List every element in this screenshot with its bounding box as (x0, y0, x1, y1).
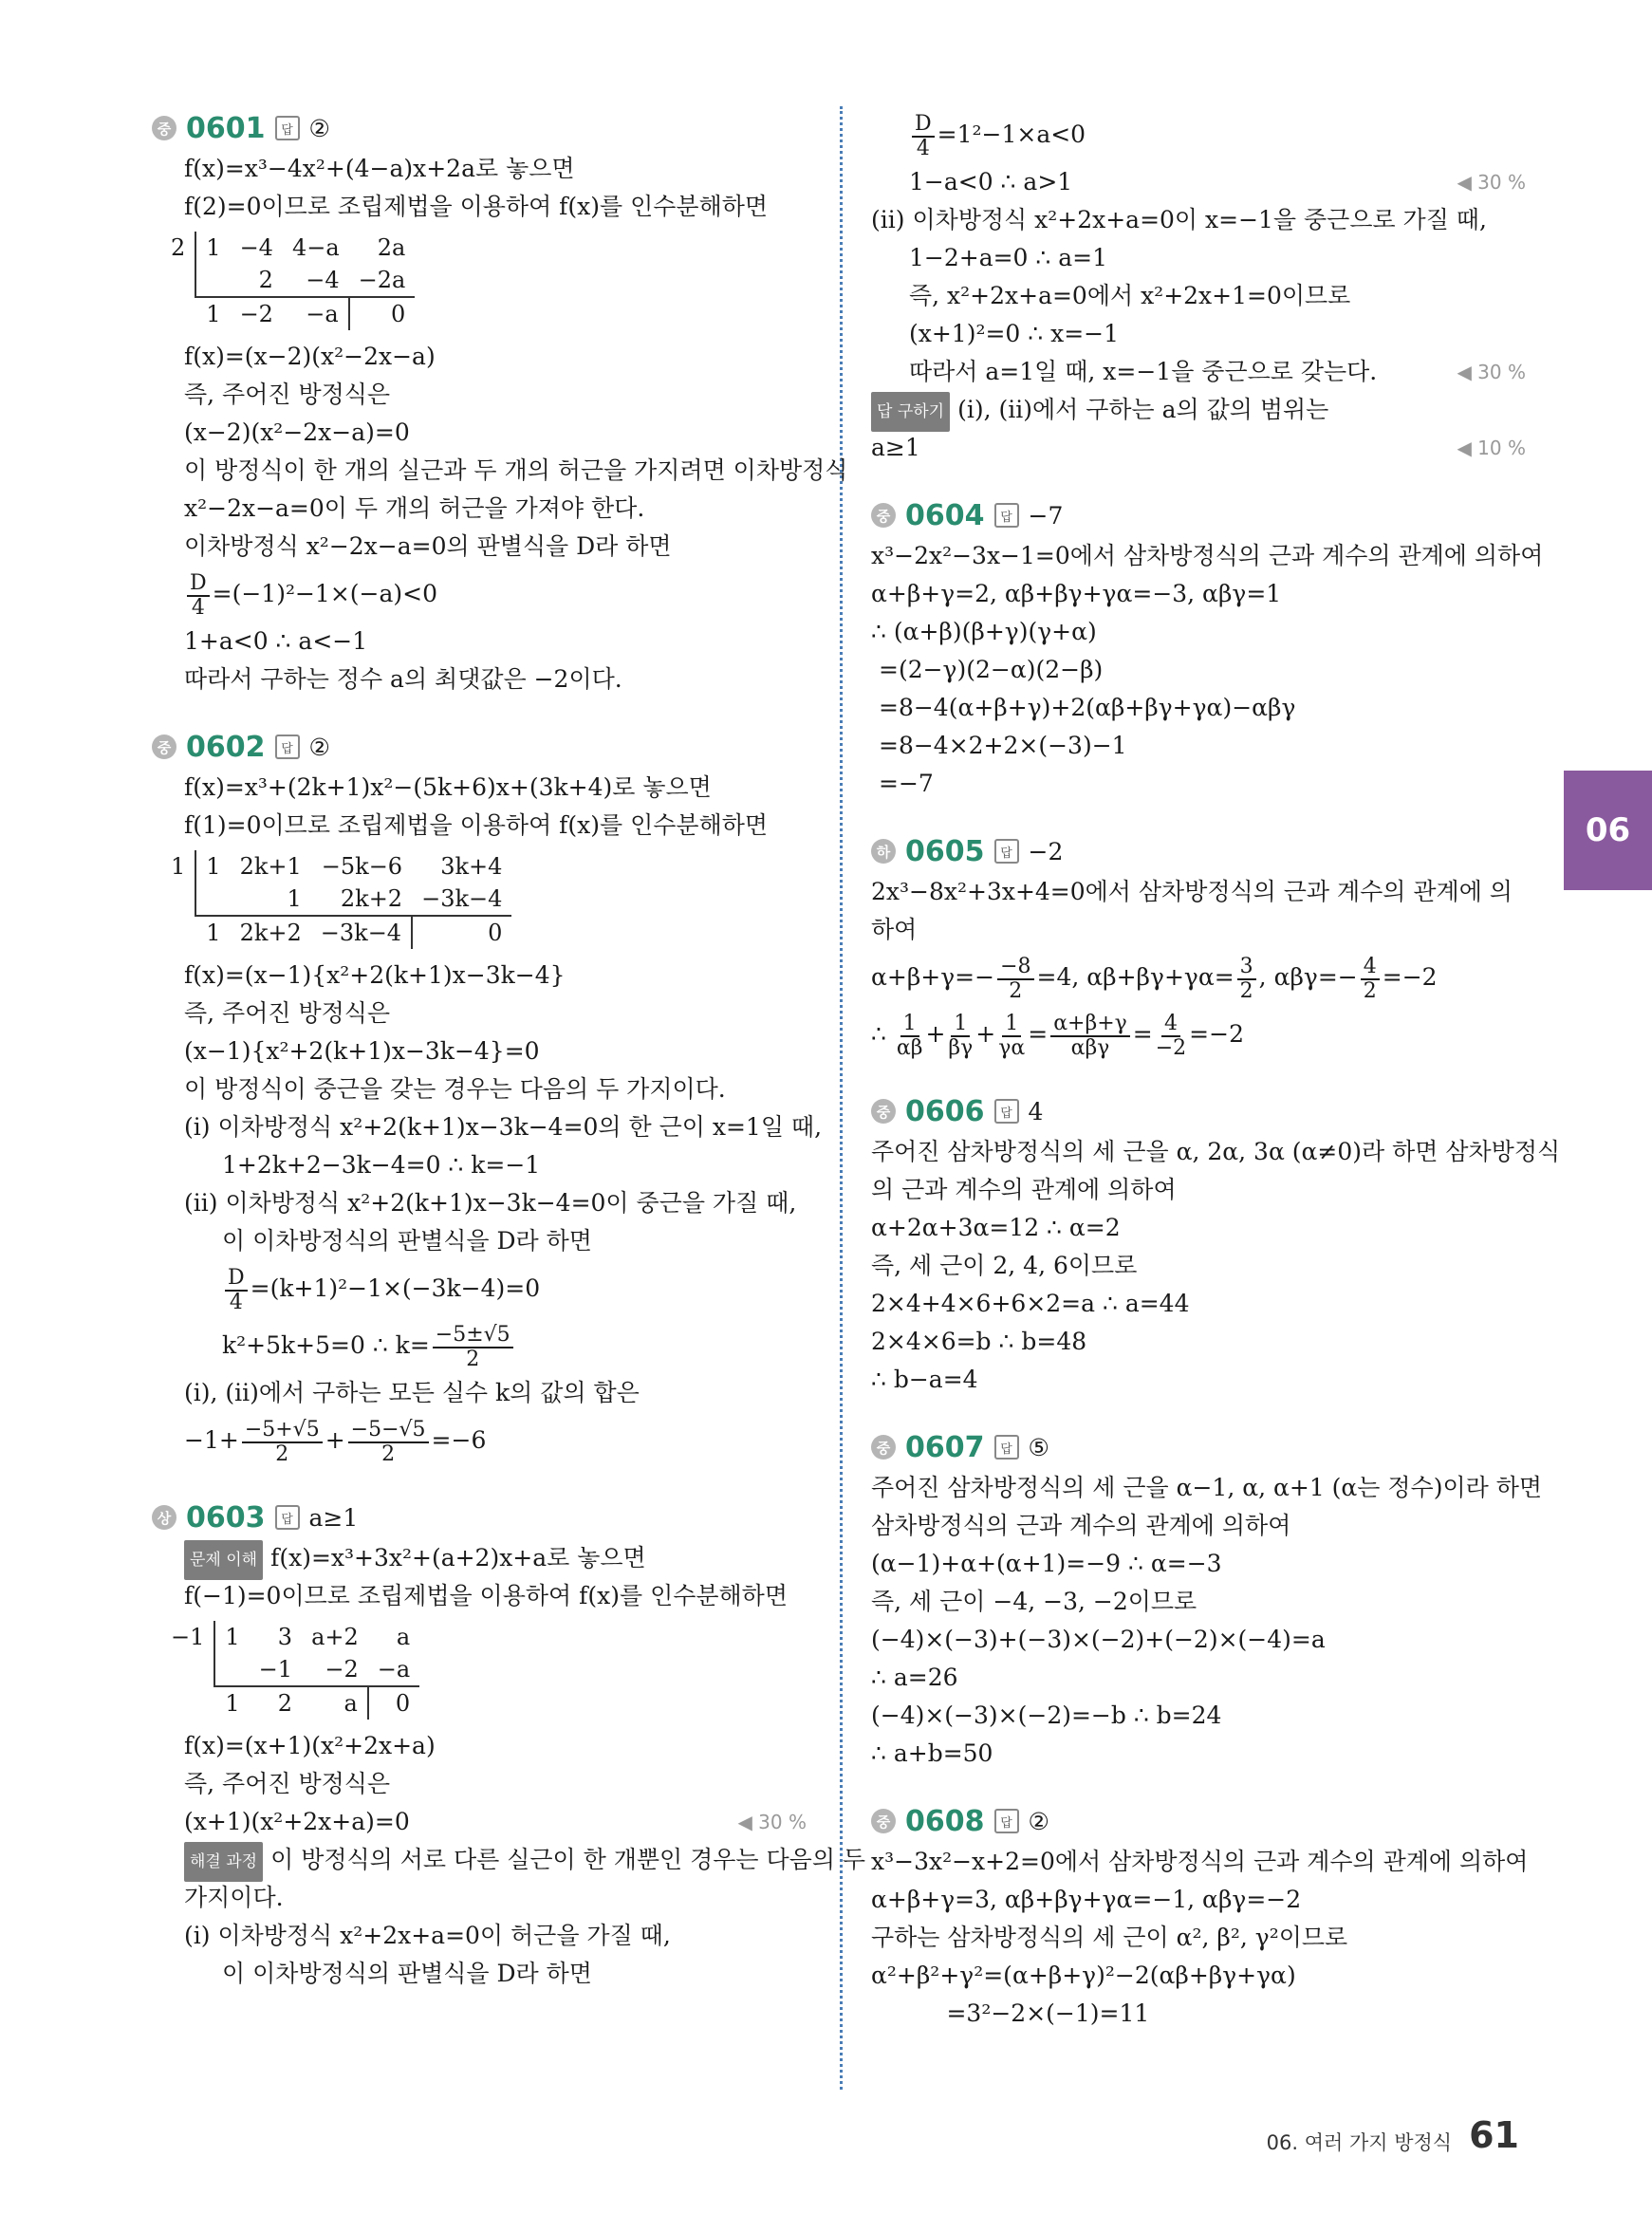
text-line: α+2α+3α=12 ∴ α=2 (871, 1214, 1121, 1241)
fraction-line (871, 949, 1526, 1006)
frac-num: −5+√5 (242, 1419, 323, 1443)
frac-post: =−2 (1189, 1020, 1244, 1048)
frac-den: 2 (381, 1441, 396, 1466)
problem-header (871, 1089, 1526, 1133)
text-line: 삼차방정식의 근과 계수의 관계에 의하여 (871, 1512, 1291, 1539)
frac-num: 3 (1237, 956, 1256, 980)
text-line: =8−4(α+β+γ)+2(αβ+βγ+γα)−αβγ (879, 694, 1296, 721)
text-line: f(1)=0이므로 조립제법을 이용하여 f(x)를 인수분해하면 (184, 811, 769, 839)
synthetic-division (161, 232, 415, 330)
frac-num: 4 (1161, 1013, 1180, 1037)
syn-cell: −3k−4 (311, 916, 412, 949)
text-line: ∴ b−a=4 (871, 1366, 978, 1393)
text-line: x³−2x²−3x−1=0에서 삼차방정식의 근과 계수의 관계에 의하여 (871, 542, 1544, 569)
problem-0605 (871, 829, 1526, 1063)
text-line: x³−3x²−x+2=0에서 삼차방정식의 근과 계수의 관계에 의하여 (871, 1848, 1529, 1875)
fraction-line (152, 1412, 807, 1469)
text-line: =8−4×2+2×(−3)−1 (879, 732, 1127, 759)
text-line: 즉, 주어진 방정식은 (184, 1770, 391, 1797)
text-line: =(2−γ)(2−α)(2−β) (879, 656, 1104, 683)
syn-cell: −a (283, 297, 349, 330)
syn-root: 1 (161, 850, 195, 883)
answer-value: ② (1028, 1807, 1049, 1835)
answer-icon: 답 (275, 1505, 300, 1530)
synthetic-division (161, 1621, 419, 1720)
difficulty-badge: 중 (871, 1809, 896, 1833)
frac-mid: =4, αβ+βγ+γα= (1036, 963, 1234, 991)
syn-cell: 1 (214, 1686, 249, 1720)
frac-rest: =1²−1×a<0 (937, 121, 1086, 148)
text-line: 구하는 삼차방정식의 세 근이 α², β², γ²이므로 (871, 1924, 1348, 1951)
answer-value: a≥1 (308, 1503, 359, 1532)
problem-number: 0601 (186, 111, 266, 145)
frac-post: =−2 (1382, 963, 1438, 991)
frac-rest: =(−1)²−1×(−a)<0 (212, 580, 437, 607)
text-line: f(−1)=0이므로 조립제법을 이용하여 f(x)를 인수분해하면 (184, 1582, 788, 1609)
text-span: (x+1)(x²+2x+a)=0 (184, 1808, 410, 1835)
synthetic-division (161, 850, 511, 949)
frac-den: 2 (1239, 978, 1253, 1003)
problem-0604 (871, 493, 1544, 803)
syn-cell: −4 (239, 234, 273, 261)
syn-cell: 4−a (291, 234, 340, 261)
answer-icon: 답 (994, 503, 1019, 528)
answer-value: 4 (1028, 1097, 1044, 1125)
text-line: 이 이차방정식의 판별식을 D라 하면 (222, 1960, 592, 1987)
frac-num: −5−√5 (348, 1419, 429, 1443)
difficulty-badge: 중 (152, 735, 176, 759)
text-line: =−7 (879, 770, 934, 797)
answer-value: ② (308, 733, 330, 761)
problem-header (871, 1425, 1526, 1469)
text-line (871, 353, 1526, 391)
syn-cell: 1 (225, 1624, 240, 1650)
problem-number: 0604 (905, 498, 985, 532)
score-percent: ◀ 30 % (737, 1811, 807, 1833)
text-line: ∴ a=26 (871, 1664, 958, 1691)
text-line: 이 방정식이 중근을 갖는 경우는 다음의 두 가지이다. (184, 1075, 726, 1103)
text-line: (ⅰ), (ⅱ)에서 구하는 모든 실수 k의 값의 합은 (184, 1379, 640, 1406)
frac-den: αβ (896, 1035, 923, 1060)
text-line (871, 429, 1526, 467)
text-line: 즉, x²+2x+a=0에서 x²+2x+1=0이므로 (909, 282, 1351, 309)
syn-cell: −3k−4 (421, 885, 503, 912)
syn-cell: −a (377, 1656, 411, 1683)
text-line: 즉, 세 근이 −4, −3, −2이므로 (871, 1588, 1197, 1615)
text-line: ∴ (α+β)(β+γ)(γ+α) (871, 618, 1097, 645)
step-tag: 해결 과정 (184, 1842, 263, 1882)
text-line: α²+β²+γ²=(α+β+γ)²−2(αβ+βγ+γα) (871, 1962, 1296, 1989)
answer-icon: 답 (275, 735, 300, 759)
frac-pre: α+β+γ=− (871, 963, 995, 991)
problem-header (871, 493, 1526, 537)
syn-remainder: 0 (368, 1686, 419, 1720)
text-line: (α−1)+α+(α+1)=−9 ∴ α=−3 (871, 1550, 1222, 1577)
syn-cell: a+2 (311, 1624, 359, 1650)
syn-cell: 1 (206, 853, 221, 880)
frac-num: 1 (1002, 1013, 1021, 1037)
text-line: α+β+γ=3, αβ+βγ+γα=−1, αβγ=−2 (871, 1886, 1302, 1913)
syn-cell: 2k+1 (239, 853, 302, 880)
frac-num: D (187, 572, 210, 597)
syn-cell: −1 (258, 1656, 293, 1683)
problem-0608 (871, 1799, 1529, 2033)
difficulty-badge: 중 (871, 503, 896, 528)
syn-cell: a (302, 1686, 368, 1720)
text-line: f(x)=x³−4x²+(4−a)x+2a로 놓으면 (184, 155, 575, 182)
text-line: 이 이차방정식의 판별식을 D라 하면 (222, 1227, 592, 1255)
text-line: ∴ a+b=50 (871, 1739, 993, 1767)
text-line: 가지이다. (184, 1884, 284, 1911)
problem-number: 0608 (905, 1804, 985, 1838)
frac-den: 2 (1363, 978, 1377, 1003)
problem-0603 (152, 1496, 866, 1993)
text-span: (ⅰ), (ⅱ)에서 구하는 a의 값의 범위는 (957, 396, 1329, 423)
syn-cell: −2 (231, 297, 283, 330)
answer-value: ② (308, 114, 330, 142)
frac-num: D (225, 1267, 248, 1292)
frac-rest: =(k+1)²−1×(−3k−4)=0 (250, 1274, 541, 1302)
text-line: f(x)=(x−1){x²+2(k+1)x−3k−4} (184, 961, 566, 989)
problem-number: 0603 (186, 1500, 266, 1534)
answer-value: −7 (1028, 501, 1064, 530)
frac-den: 2 (466, 1347, 480, 1371)
syn-remainder: 0 (349, 297, 416, 330)
text-span: a≥1 (871, 434, 920, 461)
text-line: 1+2k+2−3k−4=0 ∴ k=−1 (222, 1151, 541, 1179)
frac-num: 1 (900, 1013, 919, 1037)
text-line: f(x)=x³+(2k+1)x²−(5k+6)x+(3k+4)로 놓으면 (184, 773, 712, 801)
text-line: 의 근과 계수의 관계에 의하여 (871, 1176, 1177, 1203)
text-line (871, 163, 1526, 201)
syn-cell: −5k−6 (321, 853, 403, 880)
text-line: (−4)×(−3)+(−3)×(−2)+(−2)×(−4)=a (871, 1626, 1326, 1653)
frac-den: 4 (916, 136, 930, 160)
text-line: 1+a<0 ∴ a<−1 (184, 627, 368, 655)
syn-cell: 3 (277, 1624, 293, 1650)
difficulty-badge: 하 (871, 839, 896, 864)
answer-value: ⑤ (1028, 1433, 1049, 1461)
frac-num: −5±√5 (433, 1324, 513, 1348)
score-percent: ◀ 30 % (1457, 361, 1526, 383)
text-line: 이 방정식이 한 개의 실근과 두 개의 허근을 가지려면 이차방정식 (184, 456, 848, 484)
syn-cell (195, 883, 230, 916)
chapter-title: 06. 여러 가지 방정식 (1266, 2131, 1453, 2154)
frac-mid: , αβγ=− (1258, 963, 1358, 991)
frac-den: 2 (1009, 978, 1023, 1003)
page-footer (1267, 2114, 1519, 2156)
problem-0602 (152, 725, 823, 1469)
syn-cell: 1 (195, 916, 230, 949)
difficulty-badge: 중 (871, 1435, 896, 1460)
text-line: (ⅰ) 이차방정식 x²+2x+a=0이 허근을 가질 때, (184, 1922, 671, 1949)
syn-cell: −4 (306, 267, 340, 293)
fraction-line (871, 106, 1526, 163)
text-span: 이 방정식의 서로 다른 실근이 한 개뿐인 경우는 다음의 두 (270, 1846, 866, 1873)
frac-pre: k²+5k+5=0 ∴ k= (222, 1331, 430, 1359)
frac-den: αβγ (1070, 1035, 1110, 1060)
syn-remainder: 0 (412, 916, 511, 949)
syn-cell: 2 (250, 1686, 302, 1720)
answer-icon: 답 (275, 116, 300, 140)
answer-value: −2 (1028, 837, 1064, 865)
answer-icon: 답 (994, 1099, 1019, 1124)
text-span: 따라서 a=1일 때, x=−1을 중근으로 갖는다. (909, 358, 1378, 385)
text-line: (x−2)(x²−2x−a)=0 (184, 418, 410, 446)
text-span: f(x)=x³+3x²+(a+2)x+a로 놓으면 (270, 1544, 646, 1571)
right-column (871, 106, 1561, 2033)
text-line: 따라서 구하는 정수 a의 최댓값은 −2이다. (184, 665, 622, 693)
syn-cell: 1 (195, 297, 230, 330)
fraction-line: ∴ $\frac{1}{\alpha\beta}$ + $\frac{1}{\beta\gamma}$ + $\frac{1}{\gamma\alpha}$ = $\frac{\alpha+\beta+\gamma}{\text{αβγ}}$ = $\frac{4}{-2}$ =−2 (871, 1011, 1244, 1060)
syn-root: 2 (161, 232, 195, 264)
problem-header (152, 725, 807, 769)
text-line: f(x)=(x−2)(x²−2x−a) (184, 343, 436, 370)
syn-cell (214, 1653, 249, 1686)
syn-cell: −2 (325, 1656, 359, 1683)
problem-header (152, 1496, 807, 1539)
text-line: (x+1)²=0 ∴ x=−1 (909, 320, 1120, 347)
syn-cell: 2 (258, 267, 273, 293)
problem-0603-continued (871, 106, 1526, 467)
text-line: (ⅰ) 이차방정식 x²+2(k+1)x−3k−4=0의 한 근이 x=1일 때, (184, 1113, 823, 1141)
text-line: 주어진 삼차방정식의 세 근을 α−1, α, α+1 (α는 정수)이라 하면 (871, 1474, 1543, 1501)
text-line: (ⅱ) 이차방정식 x²+2(k+1)x−3k−4=0이 중근을 가질 때, (184, 1189, 797, 1217)
page-number: 61 (1469, 2114, 1519, 2156)
text-line (152, 1841, 866, 1879)
syn-cell (195, 264, 230, 297)
text-line: 1−2+a=0 ∴ a=1 (909, 244, 1108, 271)
text-line: (x−1){x²+2(k+1)x−3k−4}=0 (184, 1037, 540, 1065)
fraction-line (152, 1317, 807, 1374)
text-line: 이차방정식 x²−2x−a=0의 판별식을 D라 하면 (184, 532, 672, 560)
answer-icon: 답 (994, 1809, 1019, 1833)
problem-number: 0607 (905, 1430, 985, 1464)
frac-den: βγ (948, 1035, 974, 1060)
syn-cell: 2k+2 (231, 916, 311, 949)
difficulty-badge: 중 (152, 116, 176, 140)
problem-0601 (152, 106, 848, 698)
problem-header (871, 829, 1526, 873)
text-line: (ⅱ) 이차방정식 x²+2x+a=0이 x=−1을 중근으로 가질 때, (871, 206, 1487, 233)
frac-pre: −1+ (184, 1426, 239, 1454)
text-line: =3²−2×(−1)=11 (871, 1999, 1150, 2027)
frac-den: 2 (275, 1441, 289, 1466)
text-line: 즉, 주어진 방정식은 (184, 381, 391, 408)
text-line: 주어진 삼차방정식의 세 근을 α, 2α, 3α (α≠0)라 하면 삼차방정식 (871, 1138, 1561, 1165)
syn-cell: a (396, 1624, 411, 1650)
text-line (871, 391, 1526, 429)
frac-num: 4 (1361, 956, 1380, 980)
frac-num: D (912, 113, 935, 138)
frac-num: −8 (997, 956, 1033, 980)
problem-number: 0602 (186, 730, 266, 764)
frac-pre: ∴ (871, 1020, 894, 1048)
text-line: x²−2x−a=0이 두 개의 허근을 가져야 한다. (184, 494, 645, 522)
plus-sign: + (325, 1426, 345, 1454)
step-tag: 답 구하기 (871, 392, 950, 432)
answer-icon: 답 (994, 839, 1019, 864)
frac-den: γα (998, 1035, 1026, 1060)
text-line: f(x)=(x+1)(x²+2x+a) (184, 1732, 436, 1759)
problem-0606 (871, 1089, 1561, 1399)
frac-den: 4 (229, 1290, 243, 1314)
fraction-line (152, 566, 807, 623)
frac-num: 1 (951, 1013, 970, 1037)
syn-cell: 3k+4 (440, 853, 503, 880)
column-divider (840, 106, 843, 2090)
answer-icon: 답 (994, 1435, 1019, 1460)
frac-num: α+β+γ (1050, 1013, 1130, 1037)
chapter-tab: 06 (1564, 771, 1652, 890)
problem-number: 0606 (905, 1094, 985, 1128)
problem-header (871, 1799, 1526, 1843)
text-line: 2×4+4×6+6×2=a ∴ a=44 (871, 1290, 1190, 1317)
syn-cell: 1 (287, 885, 302, 912)
text-span: 1−a<0 ∴ a>1 (909, 168, 1073, 195)
problem-header (152, 106, 807, 150)
score-percent: ◀ 10 % (1457, 437, 1526, 459)
difficulty-badge: 상 (152, 1505, 176, 1530)
difficulty-badge: 중 (871, 1099, 896, 1124)
score-percent: ◀ 30 % (1457, 171, 1526, 194)
syn-cell: 2k+2 (340, 885, 403, 912)
text-line: (−4)×(−3)×(−2)=−b ∴ b=24 (871, 1702, 1222, 1729)
text-line: 2x³−8x²+3x+4=0에서 삼차방정식의 근과 계수의 관계에 의 (871, 878, 1513, 905)
syn-cell: −2a (358, 267, 406, 293)
step-tag: 문제 이해 (184, 1540, 263, 1580)
frac-den: 4 (191, 595, 205, 620)
text-line: α+β+γ=2, αβ+βγ+γα=−3, αβγ=1 (871, 580, 1282, 607)
problem-0607 (871, 1425, 1543, 1773)
text-line: f(2)=0이므로 조립제법을 이용하여 f(x)를 인수분해하면 (184, 193, 769, 220)
frac-post: =−6 (431, 1426, 487, 1454)
text-line: 2×4×6=b ∴ b=48 (871, 1328, 1087, 1355)
fraction-line (152, 1260, 807, 1317)
syn-root: −1 (161, 1621, 214, 1653)
syn-cell: 1 (206, 234, 221, 261)
text-line: 즉, 주어진 방정식은 (184, 999, 391, 1027)
text-line (152, 1803, 807, 1841)
left-column (152, 106, 866, 1993)
frac-den: −2 (1155, 1035, 1187, 1060)
text-line (152, 1539, 807, 1577)
syn-cell: 2a (377, 234, 406, 261)
text-line: 즉, 세 근이 2, 4, 6이므로 (871, 1252, 1138, 1279)
text-line: 하여 (871, 916, 918, 943)
problem-number: 0605 (905, 834, 985, 868)
